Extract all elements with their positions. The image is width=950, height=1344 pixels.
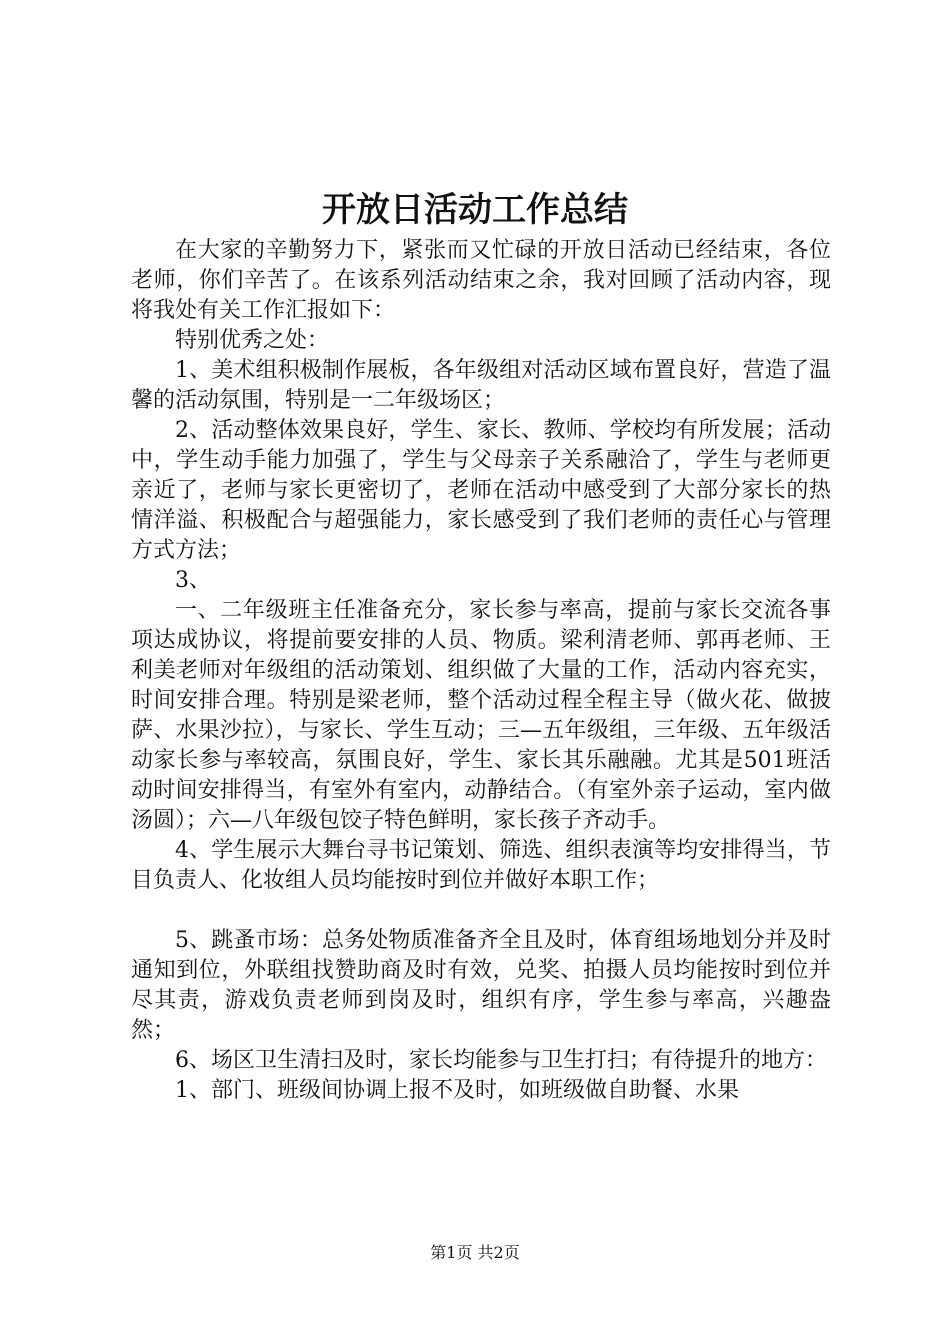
paragraph-item-3: 3、	[175, 568, 211, 593]
paragraph-item-6: 6、场区卫生清扫及时，家长均能参与卫生打扫；有待提升的地方：	[175, 1048, 827, 1073]
document-body	[131, 236, 831, 1106]
paragraph-item-5: 5、跳蚤市场：总务处物质准备齐全且及时，体育组场地划分并及时通知到位，外联组找赞助商及时有效，兑奖、拍摄人员均能按时到位并尽其责，游戏负责老师到岗及时，组织有序，学生参与率高，兴趣盎然；	[131, 928, 831, 1043]
document-title: 开放日活动工作总结	[322, 190, 628, 230]
page-footer: 第1页 共2页	[430, 1243, 520, 1262]
paragraph-item-1: 1、美术组积极制作展板，各年级组对活动区域布置良好，营造了温馨的活动氛围，特别是一二年级场区；	[131, 358, 831, 413]
paragraph-highlights-heading: 特别优秀之处：	[175, 328, 330, 353]
paragraph-grade-details: 一、二年级班主任准备充分，家长参与率高，提前与家长交流各事项达成协议，将提前要安排的人员、物质。梁利清老师、郭再老师、王利美老师对年级组的活动策划、组织做了大量的工作，活动内容充实，时间安排合理。特别是梁老师，整个活动过程全程主导（做火花、做披萨、水果沙拉），与家长、学生互动；三—五年级组，三年级、五年级活动家长参与率较高，氛围良好，学生、家长其乐融融。尤其是501班活动时间安排得当，有室外有室内，动静结合。（有室外亲子运动，室内做汤圆）；六—八年级包饺子特色鲜明，家长孩子齐动手。	[131, 598, 831, 833]
paragraph-item-2: 2、活动整体效果良好，学生、家长、教师、学校均有所发展；活动中，学生动手能力加强了，学生与父母亲子关系融洽了，学生与老师更亲近了，老师与家长更密切了，老师在活动中感受到了大部分家长的热情洋溢、积极配合与超强能力，家长感受到了我们老师的责任心与管理方式方法；	[131, 418, 831, 563]
paragraph-intro: 在大家的辛勤努力下，紧张而又忙碌的开放日活动已经结束，各位老师，你们辛苦了。在该系列活动结束之余，我对回顾了活动内容，现将我处有关工作汇报如下：	[131, 238, 831, 323]
paragraph-improve-1: 1、部门、班级间协调上报不及时，如班级做自助餐、水果	[175, 1078, 739, 1103]
paragraph-item-4: 4、学生展示大舞台寻书记策划、筛选、组织表演等均安排得当，节目负责人、化妆组人员均能按时到位并做好本职工作；	[131, 838, 831, 893]
